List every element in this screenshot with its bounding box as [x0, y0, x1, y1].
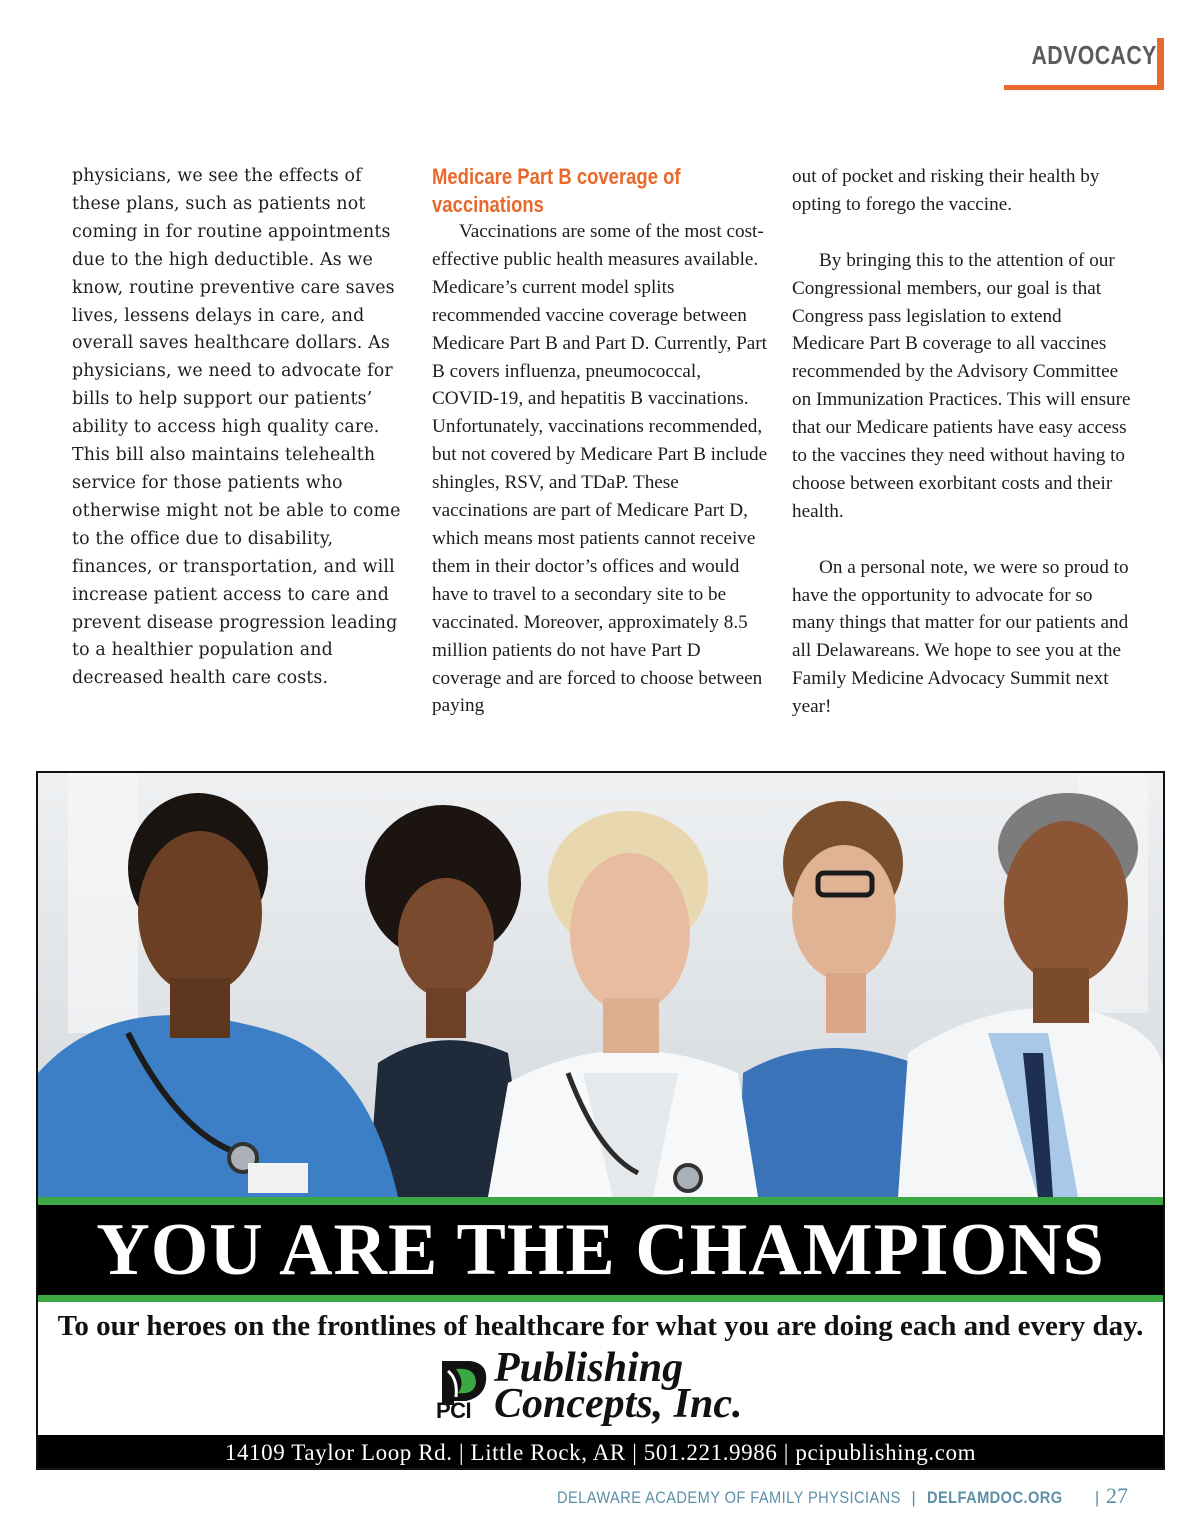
- logo-line-1: Publishing: [494, 1345, 684, 1391]
- ad-headline: YOU ARE THE CHAMPIONS: [96, 1209, 1105, 1291]
- footer-organization: DELAWARE ACADEMY OF FAMILY PHYSICIANS: [556, 1488, 901, 1507]
- paragraph: On a personal note, we were so proud to have the opportunity to advocate for so many things that matter for our patients and all Delawareans. We hope to see you at the Family Medicine Advocacy Summit next year!: [792, 556, 1129, 718]
- section-tag: [1004, 38, 1164, 90]
- advertisement: [36, 771, 1165, 1470]
- publishing-concepts-logo: [436, 1345, 776, 1428]
- address-band: [38, 1435, 1163, 1470]
- logo-line-2: Concepts, Inc.: [494, 1381, 743, 1427]
- article-column-1: [72, 163, 412, 693]
- paragraph: Vaccinations are some of the most cost-effective public health measures available. Medicare’s current model splits recommended vaccine coverage between Medicare Part B and Part D. Currently, Part B covers influenza, pneumococcal, COVID-19, and hepatitis B vaccinations. Unfortunately, vaccinations recommended, but not covered by Medicare Part B include shingles, RSV, and TDaP. These vaccinations are part of Medicare Part D, which means most patients cannot receive them in their doctor’s offices and would have to travel to a secondary site to be vaccinated. Moreover, approximately 8.5 million patients do not have Part D coverage and are forced to choose between paying: [432, 221, 768, 717]
- ad-address: 14109 Taylor Loop Rd. | Little Rock, AR | 501.221.9986 | pcipublishing.com: [224, 1440, 977, 1465]
- footer-page-separator: |: [1094, 1488, 1100, 1507]
- section-tag-label: ADVOCACY: [1031, 40, 1157, 70]
- footer-website: DELFAMDOC.ORG: [926, 1488, 1063, 1507]
- ad-tagline: To our heroes on the frontlines of healthcare for what you are doing each and every day.: [57, 1310, 1144, 1342]
- logo-mark-text: PCI: [436, 1398, 472, 1423]
- article-column-3: [792, 163, 1138, 721]
- page-footer: [501, 1481, 1128, 1511]
- article-column-2: [432, 163, 772, 720]
- section-subhead: Medicare Part B coverage of vaccinations: [432, 164, 681, 217]
- paragraph: By bringing this to the attention of our Congressional members, our goal is that Congress pass legislation to extend Medicare Part B coverage to all vaccines recommended by the Advisory Committee on Immunization Practices. This will ensure that our Medicare patients have easy access to the vaccines they need without having to choose between exorbitant costs and their health.: [792, 249, 1131, 522]
- healthcare-team-photo: [38, 773, 1163, 1197]
- footer-separator: |: [911, 1488, 916, 1507]
- headline-band: [38, 1205, 1163, 1295]
- page-number: 27: [1106, 1483, 1128, 1508]
- paragraph: physicians, we see the effects of these plans, such as patients not coming in for routine appointments due to the high deductible. As we know, routine preventive care saves lives, lessens delays in care, and overall saves healthcare dollars. As physicians, we need to advocate for bills to help support our patients’ ability to access high quality care. This bill also maintains telehealth service for those patients who otherwise might not be able to come to the office due to disability, finances, or transportation, and will increase patient access to care and prevent disease progression leading to a healthier population and decreased health care costs.: [72, 166, 401, 689]
- green-rule: [38, 1295, 1163, 1302]
- green-rule: [38, 1197, 1163, 1205]
- paragraph: out of pocket and risking their health by opting to forego the vaccine.: [792, 166, 1100, 215]
